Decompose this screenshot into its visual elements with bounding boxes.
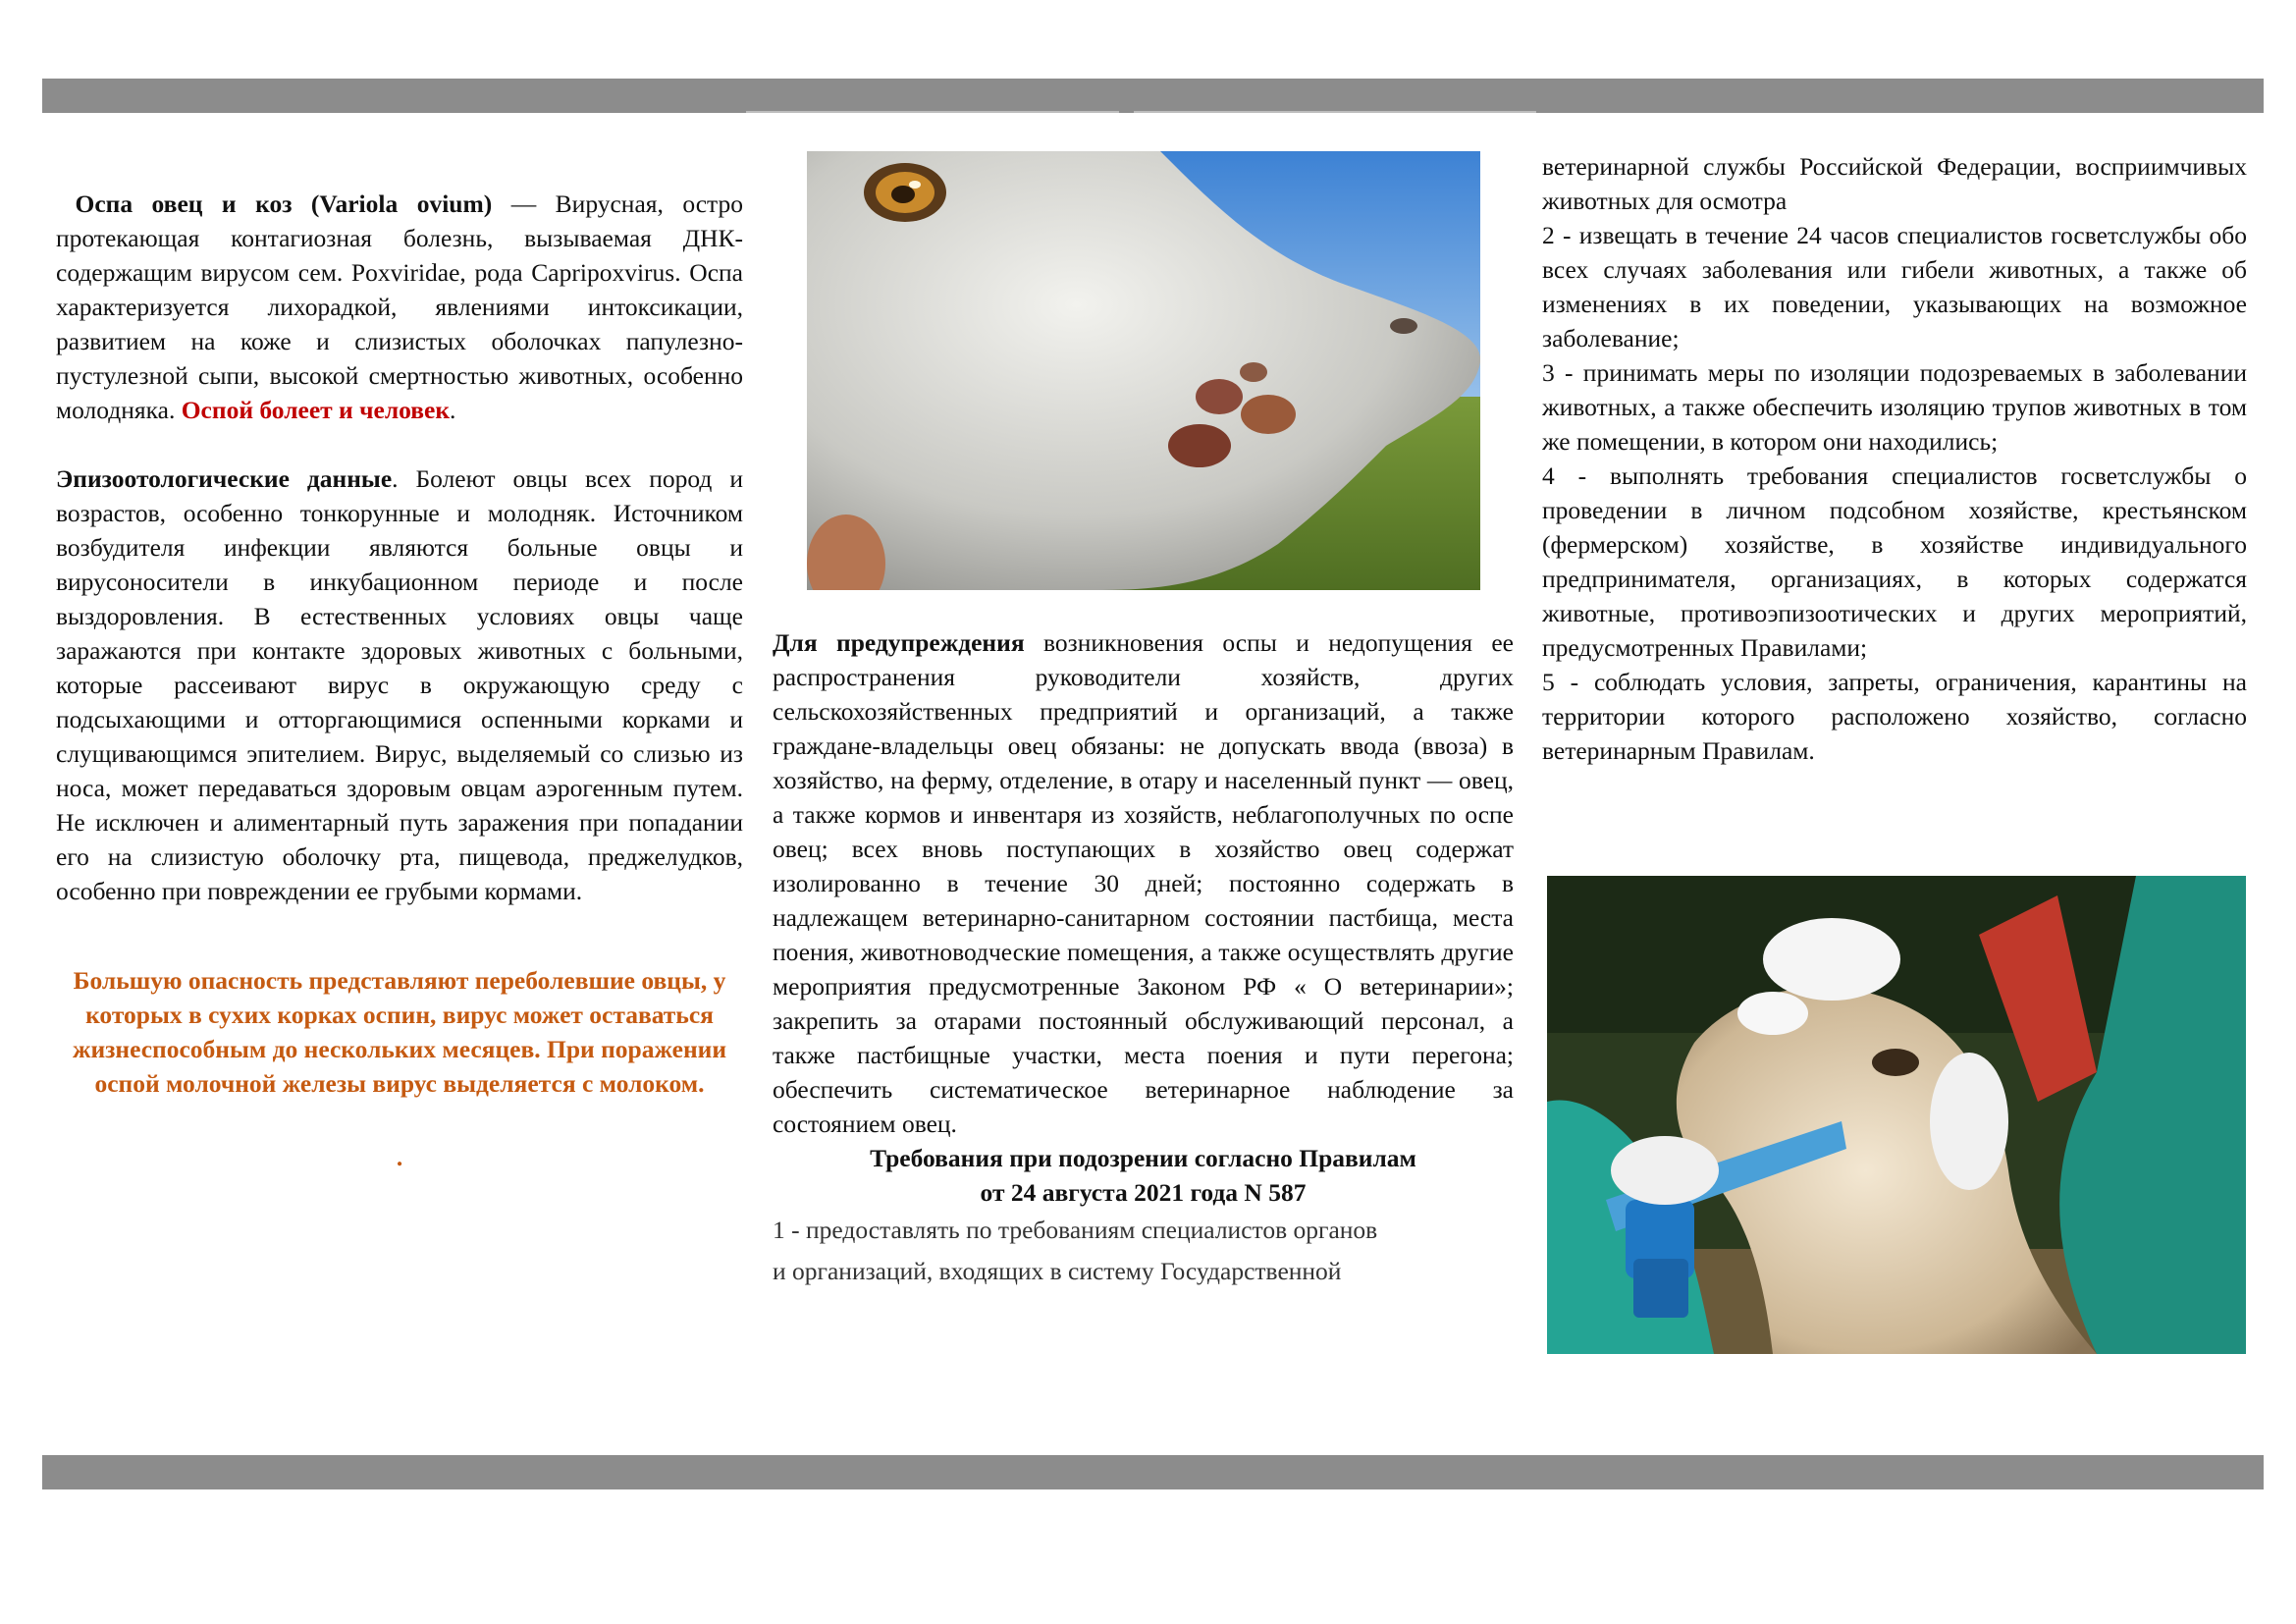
prevention-text: возникновения оспы и недопущения ее распространения руководители хозяйств, других сельскохозяйственных предприятий и организаций, а также граждане-владельцы овец обязаны: не допускать ввода (ввоза) в хозяйство, на ферму, отделение, в отару и населенный пункт — овец, а также кормов и инвентаря из хозяйств, неблагополучных по оспе овец; всех вновь поступающих в хозяйство овец содержат изолированно в течение 30 дней; постоянно содержать в надлежащем ветеринарно-санитарном состоянии пастбища, места поения, животноводческие помещения, а также осуществлять другие мероприятия предусмотренные Законом РФ « О ветеринарии»; закрепить за отарами постоянный обслуживающий персонал, а также пастбищные участки, места поения и пути перегона; обеспечить систематическое ветеринарное наблюдение за состоянием овец. [773,628,1515,1138]
intro-title: Оспа овец и коз (Variola ovium) [75,189,493,218]
requirement-item-4: 4 - выполнять требования специалистов госветслужбы о проведении в личном подсобном хозяйстве, крестьянском (фермерском) хозяйстве, в хозяйстве индивидуального предпринимателя, организациях, в которых содержатся животные, противоэпизоотических и других мероприятий, предусмотренных Правилами; [1542,461,2247,662]
intro-text: — Вирусная, остро протекающая контагиозная болезнь, вызываемая ДНК-содержащим вирусом сем. Poxviridae, рода Capripoxvirus. Оспа характеризуется лихорадкой, явлениями интоксикации, развитием на коже и слизистых оболочках папулезно-пустулезной сыпи, высокой смертностью животных, особенно молодняка. [56,189,744,424]
goat-pox-photo [807,151,1480,590]
epizootology-paragraph [56,461,743,908]
item1-line1: 1 - предоставлять по требованиям специалистов органов [773,1216,1378,1244]
requirements-title-line2: от 24 августа 2021 года N 587 [980,1178,1307,1207]
column-middle [773,625,1514,1292]
requirement-item-2: 2 - извещать в течение 24 часов специалистов госветслужбы обо всех случаях заболевания или гибели животных, а также об изменениях в их поведении, указывающих на возможное заболевание; [1542,221,2247,352]
column-right [1542,149,2247,768]
column-left [56,187,743,1174]
period: . [450,396,456,424]
item1-line2: и организаций, входящих в систему Государственной [773,1257,1342,1285]
intro-paragraph [56,187,743,427]
prevention-paragraph [773,625,1514,1141]
goat-pox-illustration [807,151,1480,590]
sheep-vaccination-illustration [1547,876,2246,1354]
epizootology-text: . Болеют овцы всех пород и возрастов, особенно тонкорунные и молодняк. Источником возбудителя инфекции являются больные овцы и вирусоносители в инкубационном периоде и после выздоровления. В естественных условиях овцы чаще заражаются при контакте здоровых животных с больными, которые рассеивают вирус в окружающую среду с подсыхающими и отторгающимися оспенными корками и слущивающимся эпителием. Вирус, выделяемый со слизью из носа, может передаваться здоровым овцам аэрогенным путем. Не исключен и алиментарный путь заражения при попадании его на слизистую оболочку рта, пищевода, преджелудков, особенно при повреждении ее грубыми кормами. [56,464,744,905]
prevention-title: Для предупреждения [773,628,1025,657]
divider-line [1134,111,1536,113]
requirements-title-line1: Требования при подозрении согласно Правилам [870,1144,1416,1172]
decorative-dot: . [396,1143,403,1171]
requirement-item-1-cont: ветеринарной службы Российской Федерации, восприимчивых животных для осмотра [1542,152,2247,215]
human-warning: Оспой болеет и человек [181,396,451,424]
top-header-band [42,79,2264,113]
requirement-item-3: 3 - принимать меры по изоляции подозреваемых в заболевании животных, а также обеспечить изоляцию трупов животных в том же помещении, в котором они находились; [1542,358,2247,456]
requirements-title [773,1141,1514,1210]
sheep-vaccination-photo [1547,876,2246,1354]
requirement-item-5: 5 - соблюдать условия, запреты, ограничения, карантины на территории которого расположено хозяйство, согласно ветеринарным Правилам. [1542,668,2247,765]
danger-notice: Большую опасность представляют переболевшие овцы, у которых в сухих корках оспин, вирус может оставаться жизнеспособным до нескольких месяцев. При поражении оспой молочной железы вирус выделяется с молоком. [72,966,727,1098]
bottom-footer-band [42,1455,2264,1489]
epizootology-title: Эпизоотологические данные [56,464,393,493]
requirement-item-1 [773,1210,1514,1292]
divider-line [746,111,1119,113]
